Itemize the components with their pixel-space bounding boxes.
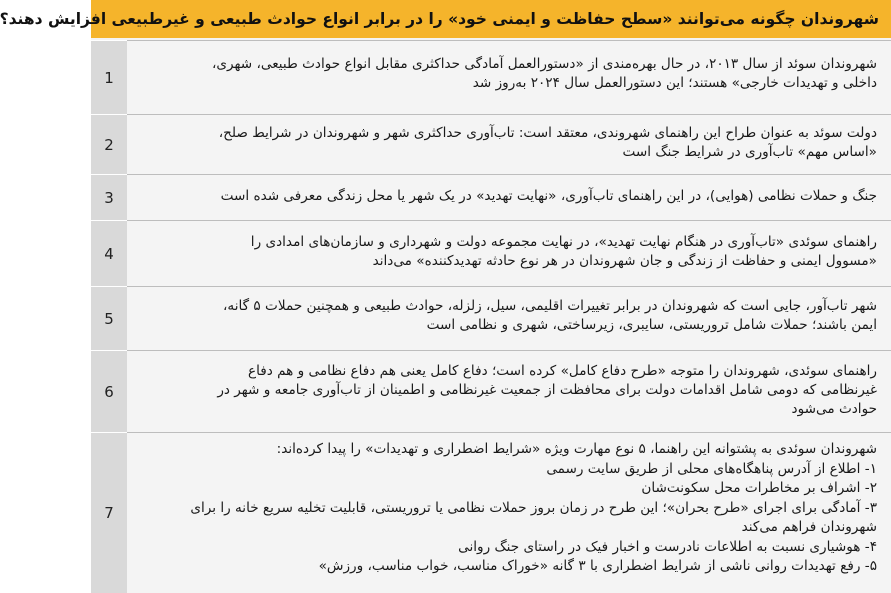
text-line: ۵- رفع تهدیدات روانی ناشی از شرایط اضطراری با ۳ گانه «خوراک مناسب، خواب مناسب، ورزش»	[318, 558, 877, 574]
row-text	[127, 114, 891, 174]
row-text	[127, 220, 891, 286]
text-line: شهروندان سوئدی به پشتوانه این راهنما، ۵ نوع مهارت ویژه «شرایط اضطراری و تهدیدات» را پیدا کرده‌اند:	[276, 441, 877, 457]
row-number: 5	[91, 286, 127, 350]
row-text	[127, 286, 891, 350]
text-line: ۳- آمادگی برای اجرای «طرح بحران»؛ این طرح در زمان بروز حملات نظامی یا تروریستی، قابلیت تخلیه سریع خانه را برای	[190, 499, 877, 516]
text-line: «اساس مهم» تاب‌آوری در شرایط جنگ است	[622, 144, 877, 160]
table-row	[91, 350, 891, 432]
table-row	[91, 114, 891, 174]
row-text	[127, 40, 891, 114]
row-number: 7	[91, 432, 127, 593]
text-line: ۴- هوشیاری نسبت به اطلاعات نادرست و اخبار فیک در راستای جنگ روانی	[458, 538, 877, 555]
row-number: 3	[91, 174, 127, 220]
page-title: شهروندان چگونه می‌توانند «سطح حفاظت و ایمنی خود» را در برابر انواع حوادث طبیعی و غیرطبیعی افزایش دهند؟	[91, 0, 891, 38]
row-number: 4	[91, 220, 127, 286]
row-text	[127, 174, 891, 220]
text-line: داخلی و تهدیدات خارجی» هستند؛ این دستورالعمل سال ۲۰۲۴ به‌روز شد	[472, 75, 877, 91]
row-text	[127, 432, 891, 593]
row-text	[127, 350, 891, 432]
row-number: 2	[91, 114, 127, 174]
table-row	[91, 220, 891, 286]
table-row	[91, 40, 891, 114]
text-line: دولت سوئد به عنوان طراح این راهنمای شهروندی، معتقد است: تاب‌آوری حداکثری شهر و شهروندان در شرایط صلح،	[218, 125, 877, 141]
table-row	[91, 432, 891, 593]
text-line: راهنمای سوئدی «تاب‌آوری در هنگام نهایت تهدید»، در نهایت مجموعه دولت و شهرداری و سازمان‌های امدادی را	[250, 234, 877, 250]
text-line: شهر تاب‌آور، جایی است که شهروندان در برابر تغییرات اقلیمی، سیل، زلزله، حوادث طبیعی و همچنین حملات ۵ گانه،	[223, 298, 877, 314]
text-line: ایمن باشند؛ حملات شامل تروریستی، سایبری، زیرساختی، شهری و نظامی است	[426, 317, 877, 333]
text-line: «مسوول ایمنی و حفاظت از زندگی و جان شهروندان در هر نوع حادثه تهدیدکننده» می‌داند	[372, 253, 877, 269]
text-line: ۱- اطلاع از آدرس پناهگاه‌های محلی از طریق سایت رسمی	[546, 460, 877, 477]
text-line: ۲- اشراف بر مخاطرات محل سکونت‌شان	[641, 480, 877, 496]
text-line: حوادث می‌شود	[791, 401, 877, 417]
text-line: شهروندان فراهم می‌کند	[741, 519, 877, 535]
text-line: شهروندان سوئد از سال ۲۰۱۳، در حال بهره‌مندی از «دستورالعمل آمادگی حداکثری مقابل انواع حوادث طبیعی، شهری،	[212, 56, 877, 72]
table-row	[91, 286, 891, 350]
table-row	[91, 174, 891, 220]
row-number: 6	[91, 350, 127, 432]
text-line: راهنمای سوئدی، شهروندان را متوجه «طرح دفاع کامل» کرده است؛ دفاع کامل یعنی هم دفاع نظامی و هم دفاع	[248, 363, 877, 379]
row-number: 1	[91, 40, 127, 114]
text-line: غیرنظامی که دومی شامل اقدامات دولت برای محافظت از جمعیت غیرنظامی و اطمینان از تاب‌آوری جامعه و شهر در	[217, 382, 877, 398]
text-line: جنگ و حملات نظامی (هوایی)، در این راهنمای تاب‌آوری، «نهایت تهدید» در یک شهر یا محل زندگی معرفی شده است	[220, 188, 877, 204]
